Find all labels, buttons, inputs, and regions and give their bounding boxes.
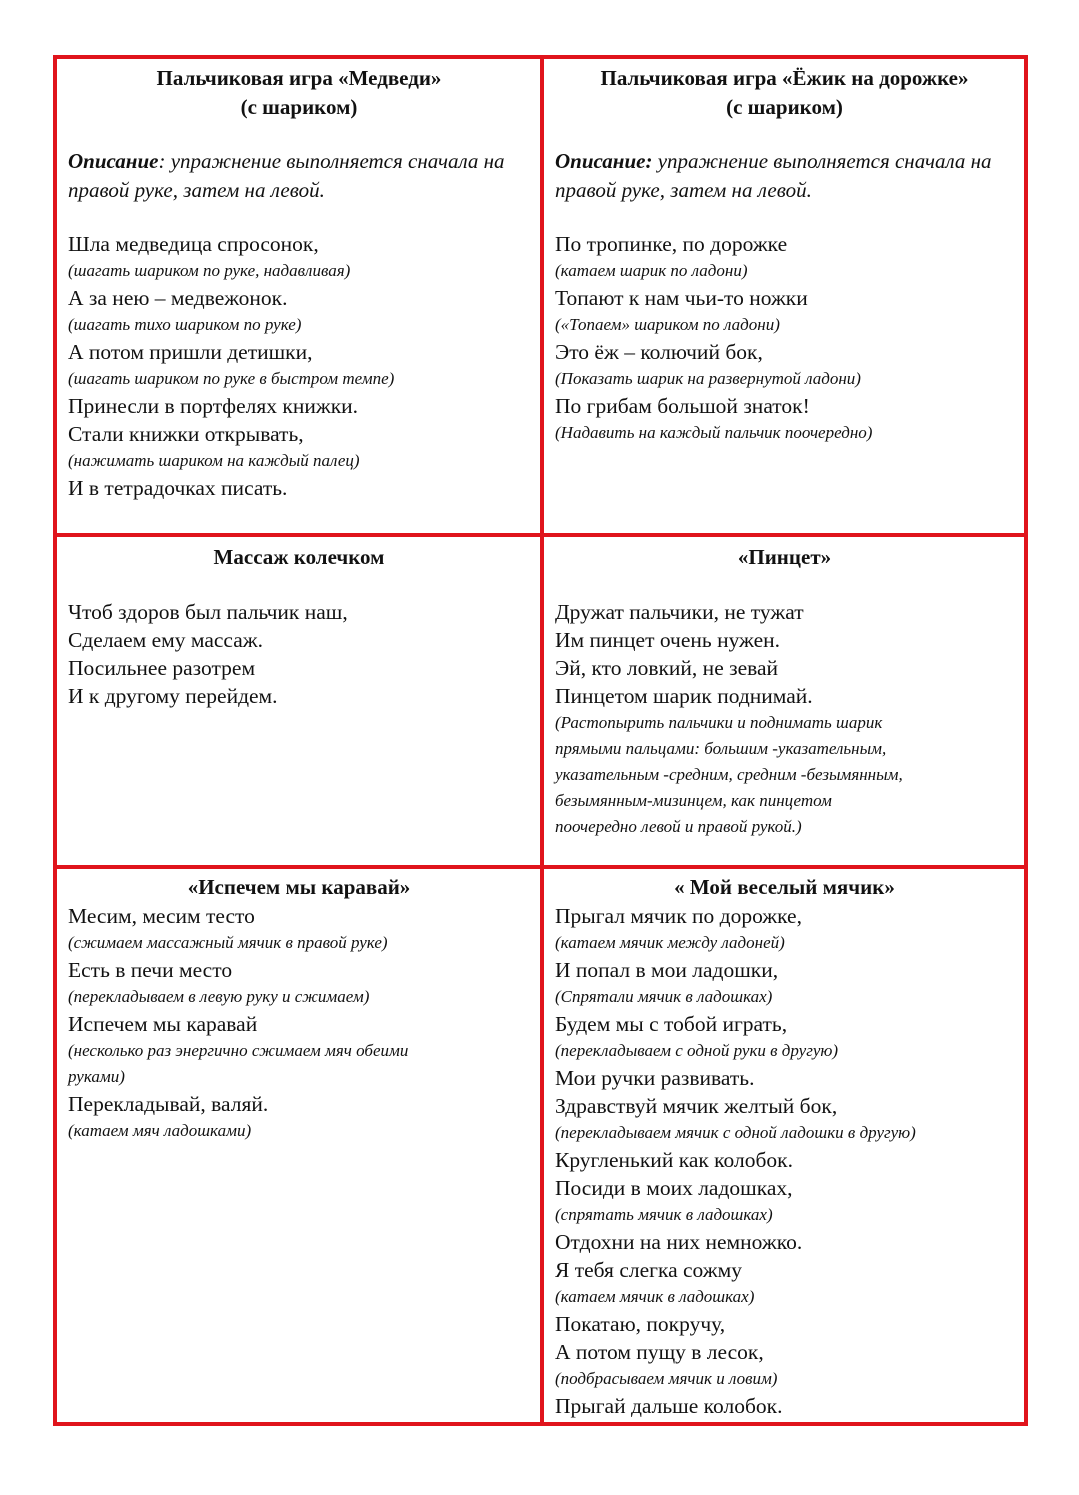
exercise-card-grid (53, 55, 1028, 1426)
verse-line: Отдохни на них немножко. (555, 1230, 803, 1254)
verse-line: Здравствуй мячик желтый бок, (555, 1094, 838, 1118)
instruction-note: (перекладываем в левую руку и сжимаем) (68, 987, 370, 1006)
card-title (68, 873, 530, 902)
verse-line: Будем мы с тобой играть, (555, 1012, 788, 1036)
instruction-note: (шагать тихо шариком по руке) (68, 315, 302, 334)
card-title (68, 64, 530, 122)
verse-line: А потом пущу в лесок, (555, 1340, 764, 1364)
instruction-note: (Спрятали мячик в ладошках) (555, 987, 773, 1006)
verse-line: Эй, кто ловкий, не зевай (555, 656, 779, 680)
verse-line: Стали книжки открывать, (68, 422, 304, 446)
card-verses (68, 902, 530, 1144)
verse-line: Покатаю, покручу, (555, 1312, 726, 1336)
card-title-line: Массаж колечком (213, 545, 385, 569)
card-title-line: (с шариком) (240, 95, 358, 119)
card-title-line: Пальчиковая игра «Медведи» (156, 66, 442, 90)
card-title-line: «Испечем мы каравай» (187, 875, 411, 899)
verse-line: А потом пришли детишки, (68, 340, 313, 364)
description-label: Описание: (555, 149, 653, 173)
card-verses (68, 598, 530, 710)
instruction-note: безымянным-мизинцем, как пинцетом (555, 791, 832, 810)
verse-line: Это ёж – колючий бок, (555, 340, 763, 364)
instruction-note: (спрятать мячик в ладошках) (555, 1205, 773, 1224)
card-verses (555, 230, 1014, 446)
verse-line: И попал в мои ладошки, (555, 958, 779, 982)
card-description (68, 147, 530, 205)
card-title (555, 543, 1014, 572)
instruction-note: (Растопырить пальчики и поднимать шарик (555, 713, 883, 732)
instruction-note: указательным -средним, средним -безымянным, (555, 765, 903, 784)
card-verses (68, 230, 530, 502)
description-separator: : (158, 149, 166, 173)
instruction-note: (катаем мячик между ладоней) (555, 933, 785, 952)
instruction-note: (шагать шариком по руке в быстром темпе) (68, 369, 395, 388)
verse-line: Посильнее разотрем (68, 656, 256, 680)
instruction-note: (катаем мячик в ладошках) (555, 1287, 755, 1306)
verse-line: Дружат пальчики, не тужат (555, 600, 804, 624)
instruction-note: (катаем шарик по ладони) (555, 261, 748, 280)
description-text: упражнение выполняется сначала на правой руке, затем на левой. (555, 149, 992, 202)
card-myachik (544, 869, 1024, 1422)
verse-line: Шла медведица спросонок, (68, 232, 319, 256)
instruction-note: (Надавить на каждый пальчик поочередно) (555, 423, 873, 442)
verse-line: Им пинцет очень нужен. (555, 628, 781, 652)
instruction-note: прямыми пальцами: большим -указательным, (555, 739, 887, 758)
verse-line: Чтоб здоров был пальчик наш, (68, 600, 348, 624)
verse-line: Пинцетом шарик поднимай. (555, 684, 813, 708)
verse-line: А за нею – медвежонок. (68, 286, 288, 310)
description-text: упражнение выполняется сначала на правой руке, затем на левой. (68, 149, 505, 202)
verse-line: Перекладывай, валяй. (68, 1092, 269, 1116)
verse-line: По тропинке, по дорожке (555, 232, 788, 256)
instruction-note: (перекладываем мячик с одной ладошки в другую) (555, 1123, 916, 1142)
verse-line: Месим, месим тесто (68, 904, 255, 928)
card-title-line: (с шариком) (726, 95, 843, 119)
instruction-note: (несколько раз энергично сжимаем мяч обеими (68, 1041, 409, 1060)
instruction-note: (подбрасываем мячик и ловим) (555, 1369, 778, 1388)
verse-line: Я тебя слегка сожму (555, 1258, 742, 1282)
card-title (555, 64, 1014, 122)
verse-line: Прыгал мячик по дорожке, (555, 904, 802, 928)
instruction-note: (катаем мяч ладошками) (68, 1121, 252, 1140)
verse-line: По грибам большой знаток! (555, 394, 810, 418)
verse-line: Прыгай дальше колобок. (555, 1394, 783, 1418)
instruction-note: (нажимать шариком на каждый палец) (68, 451, 360, 470)
card-medvedi (57, 59, 540, 533)
instruction-note: поочередно левой и правой рукой.) (555, 817, 802, 836)
verse-line: Кругленький как колобок. (555, 1148, 793, 1172)
card-title-line: Пальчиковая игра «Ёжик на дорожке» (600, 66, 969, 90)
description-label: Описание (68, 149, 159, 173)
card-pincet (544, 537, 1024, 865)
instruction-note: руками) (68, 1067, 125, 1086)
verse-line: Испечем мы каравай (68, 1012, 258, 1036)
card-title-line: «Пинцет» (737, 545, 832, 569)
verse-line: Топают к нам чьи-то ножки (555, 286, 808, 310)
instruction-note: («Топаем» шариком по ладони) (555, 315, 780, 334)
instruction-note: (Показать шарик на развернутой ладони) (555, 369, 861, 388)
instruction-note: (сжимаем массажный мячик в правой руке) (68, 933, 388, 952)
card-karavai (57, 869, 540, 1422)
card-title (555, 873, 1014, 902)
card-title-line: « Мой веселый мячик» (674, 875, 895, 899)
card-title (68, 543, 530, 572)
card-ezhik (544, 59, 1024, 533)
verse-line: Принесли в портфелях книжки. (68, 394, 359, 418)
verse-line: Посиди в моих ладошках, (555, 1176, 793, 1200)
verse-line: И в тетрадочках писать. (68, 476, 288, 500)
verse-line: И к другому перейдем. (68, 684, 278, 708)
verse-line: Есть в печи место (68, 958, 233, 982)
card-verses (555, 902, 1014, 1420)
verse-line: Сделаем ему массаж. (68, 628, 264, 652)
card-verses (555, 598, 1014, 840)
card-description (555, 147, 1014, 205)
instruction-note: (шагать шариком по руке, надавливая) (68, 261, 351, 280)
instruction-note: (перекладываем с одной руки в другую) (555, 1041, 839, 1060)
card-massazh (57, 537, 540, 865)
verse-line: Мои ручки развивать. (555, 1066, 755, 1090)
